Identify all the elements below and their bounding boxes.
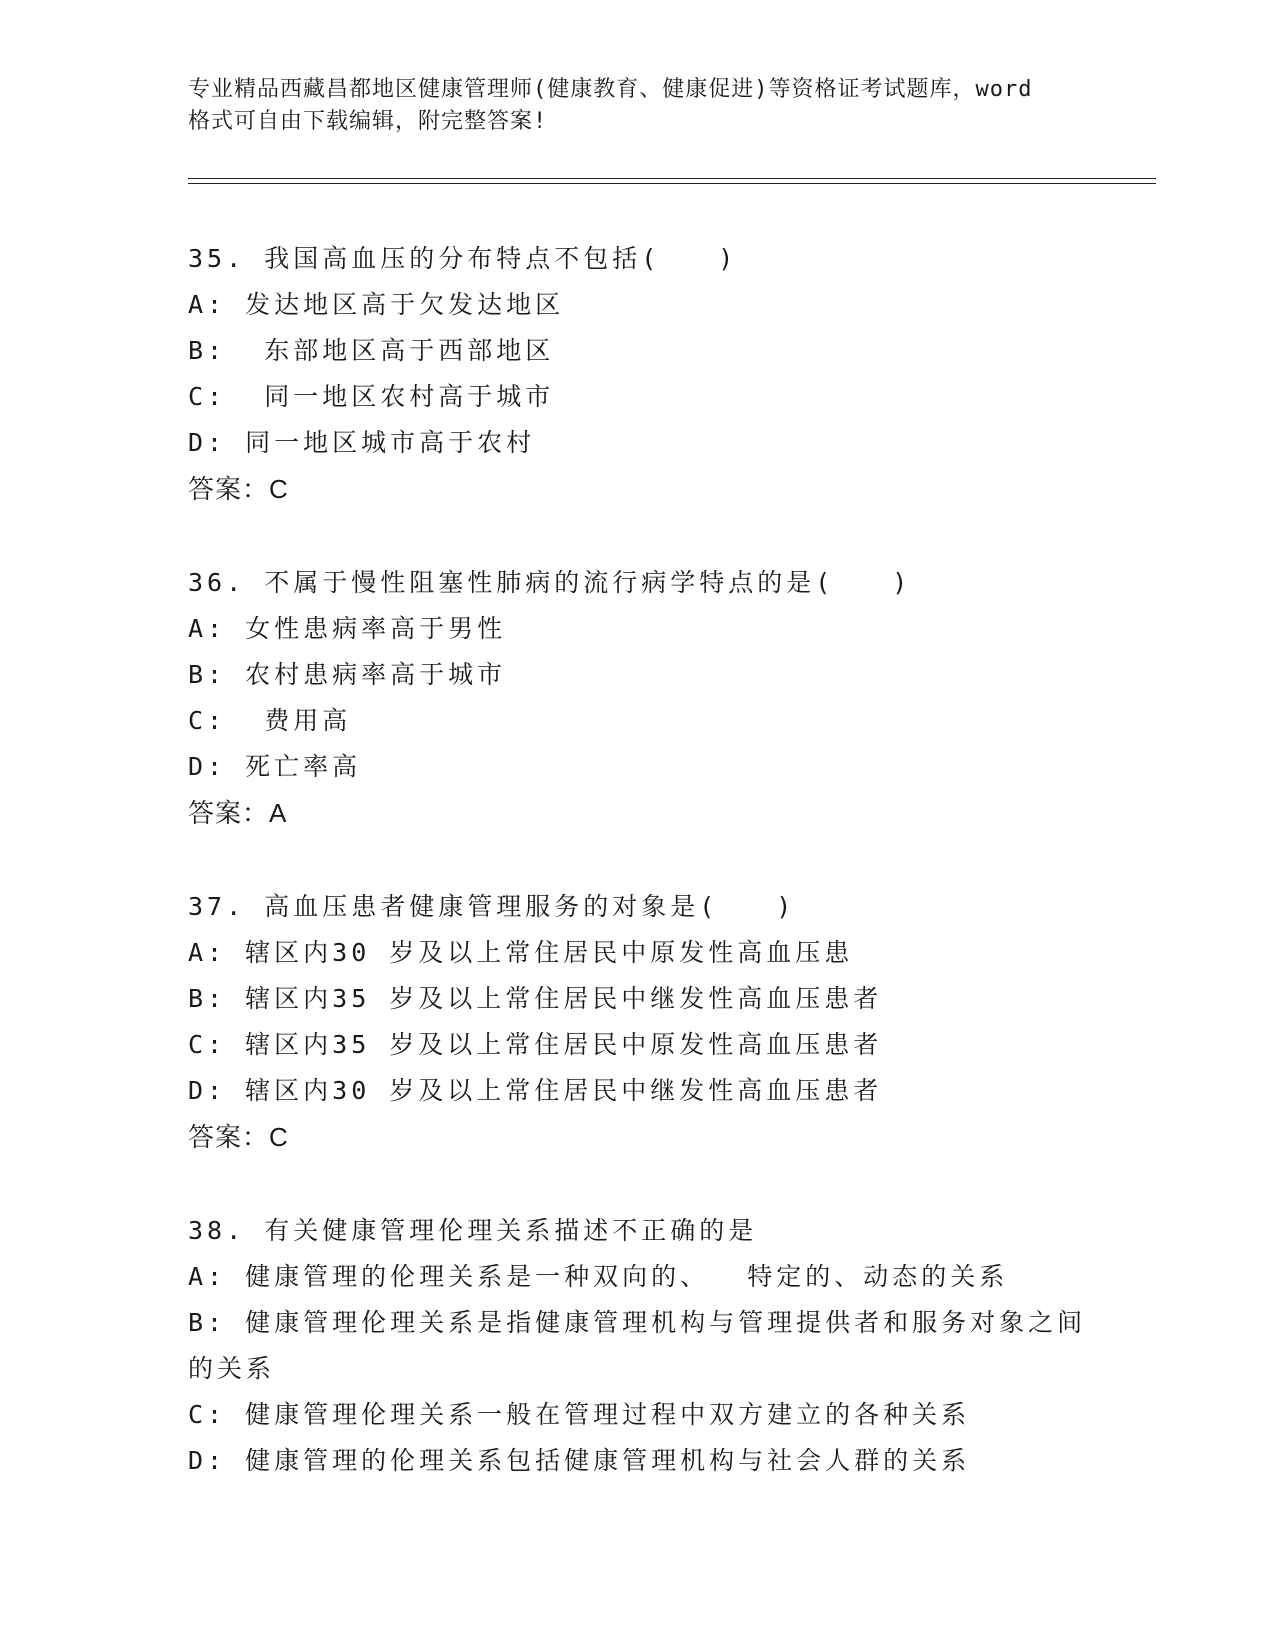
question-35 (188, 236, 1088, 512)
option-d: D: 死亡率高 (188, 752, 362, 781)
option-a: A: 发达地区高于欠发达地区 (188, 290, 565, 319)
answer-label: 答案：A (188, 798, 288, 828)
answer-label: 答案：C (188, 474, 289, 504)
question-stem: 35. 我国高血压的分布特点不包括( ) (188, 244, 738, 273)
option-c: C: 同一地区农村高于城市 (188, 382, 555, 411)
header-divider (188, 178, 1156, 184)
question-list (188, 236, 1088, 1532)
option-b: B: 东部地区高于西部地区 (188, 336, 555, 365)
option-b: B: 健康管理伦理关系是指健康管理机构与管理提供者和服务对象之间的关系 (188, 1308, 1087, 1383)
question-stem: 37. 高血压患者健康管理服务的对象是( ) (188, 892, 796, 921)
option-a: A: 辖区内30 岁及以上常住居民中原发性高血压患 (188, 938, 854, 967)
question-stem: 38. 有关健康管理伦理关系描述不正确的是 (188, 1216, 758, 1245)
option-d: D: 同一地区城市高于农村 (188, 428, 536, 457)
header-line-1: 专业精品西藏昌都地区健康管理师(健康教育、健康促进)等资格证考试题库，word (188, 77, 1033, 102)
header-line-2: 格式可自由下载编辑，附完整答案! (188, 109, 548, 134)
question-stem: 36. 不属于慢性阻塞性肺病的流行病学特点的是( ) (188, 568, 912, 597)
option-b: B: 农村患病率高于城市 (188, 660, 507, 689)
question-37 (188, 884, 1088, 1160)
option-c: C: 健康管理伦理关系一般在管理过程中双方建立的各种关系 (188, 1400, 971, 1429)
option-b: B: 辖区内35 岁及以上常住居民中继发性高血压患者 (188, 984, 883, 1013)
option-c: C: 辖区内35 岁及以上常住居民中原发性高血压患者 (188, 1030, 883, 1059)
option-d: D: 健康管理的伦理关系包括健康管理机构与社会人群的关系 (188, 1446, 971, 1475)
question-36 (188, 560, 1088, 836)
option-c: C: 费用高 (188, 706, 352, 735)
answer-label: 答案：C (188, 1122, 289, 1152)
document-header (188, 74, 1088, 138)
option-a: A: 女性患病率高于男性 (188, 614, 507, 643)
question-38 (188, 1208, 1088, 1484)
option-a: A: 健康管理的伦理关系是一种双向的、 特定的、动态的关系 (188, 1262, 1009, 1291)
option-d: D: 辖区内30 岁及以上常住居民中继发性高血压患者 (188, 1076, 883, 1105)
